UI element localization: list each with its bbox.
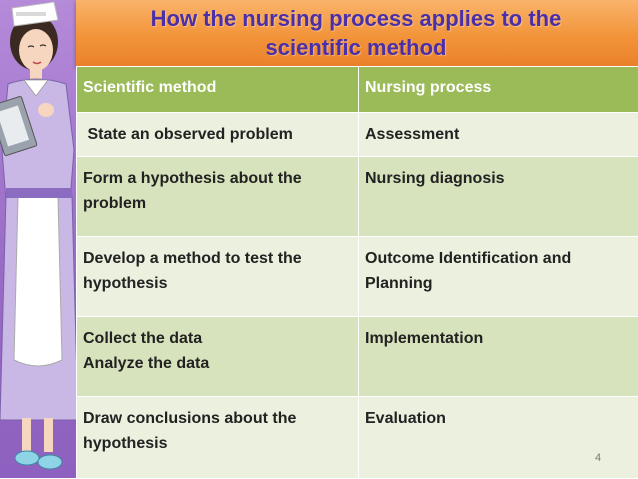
scientific-step-cell (77, 113, 359, 157)
slide-title-line-2: scientific method (116, 33, 596, 62)
cell-line: hypothesis (83, 431, 352, 456)
cell-line: Evaluation (365, 406, 632, 431)
nurse-illustration (0, 0, 80, 478)
cell-line: Planning (365, 271, 632, 296)
scientific-step-cell (77, 397, 359, 479)
cell-line: Draw conclusions about the (83, 406, 352, 431)
cell-line: hypothesis (83, 271, 352, 296)
scientific-step-cell (77, 157, 359, 237)
nursing-step-cell (359, 157, 638, 237)
table-row (77, 157, 638, 237)
table-header-row (77, 67, 638, 113)
nursing-step-cell (359, 113, 638, 157)
cell-line: problem (83, 191, 352, 216)
slide-title (116, 4, 596, 62)
comparison-table (76, 66, 638, 479)
cell-line: Develop a method to test the (83, 246, 352, 271)
scientific-step-cell (77, 237, 359, 317)
cell-line: State an observed problem (83, 122, 352, 147)
cell-line: Implementation (365, 326, 632, 351)
cell-line: Assessment (365, 122, 632, 147)
cell-line: Outcome Identification and (365, 246, 632, 271)
title-bar (76, 0, 638, 67)
cell-line: Nursing diagnosis (365, 166, 632, 191)
nursing-step-cell (359, 317, 638, 397)
cell-line: Collect the data (83, 326, 352, 351)
cell-line: Form a hypothesis about the (83, 166, 352, 191)
header-scientific-method: Scientific method (77, 67, 359, 113)
table-row (77, 397, 638, 479)
nursing-step-cell (359, 237, 638, 317)
scientific-step-cell (77, 317, 359, 397)
table-row (77, 113, 638, 157)
cell-line: Analyze the data (83, 351, 352, 376)
nursing-step-cell (359, 397, 638, 479)
page-number: 4 (588, 452, 608, 464)
table-row (77, 317, 638, 397)
slide-title-line-1: How the nursing process applies to the (116, 4, 596, 33)
header-nursing-process: Nursing process (359, 67, 638, 113)
table-row (77, 237, 638, 317)
